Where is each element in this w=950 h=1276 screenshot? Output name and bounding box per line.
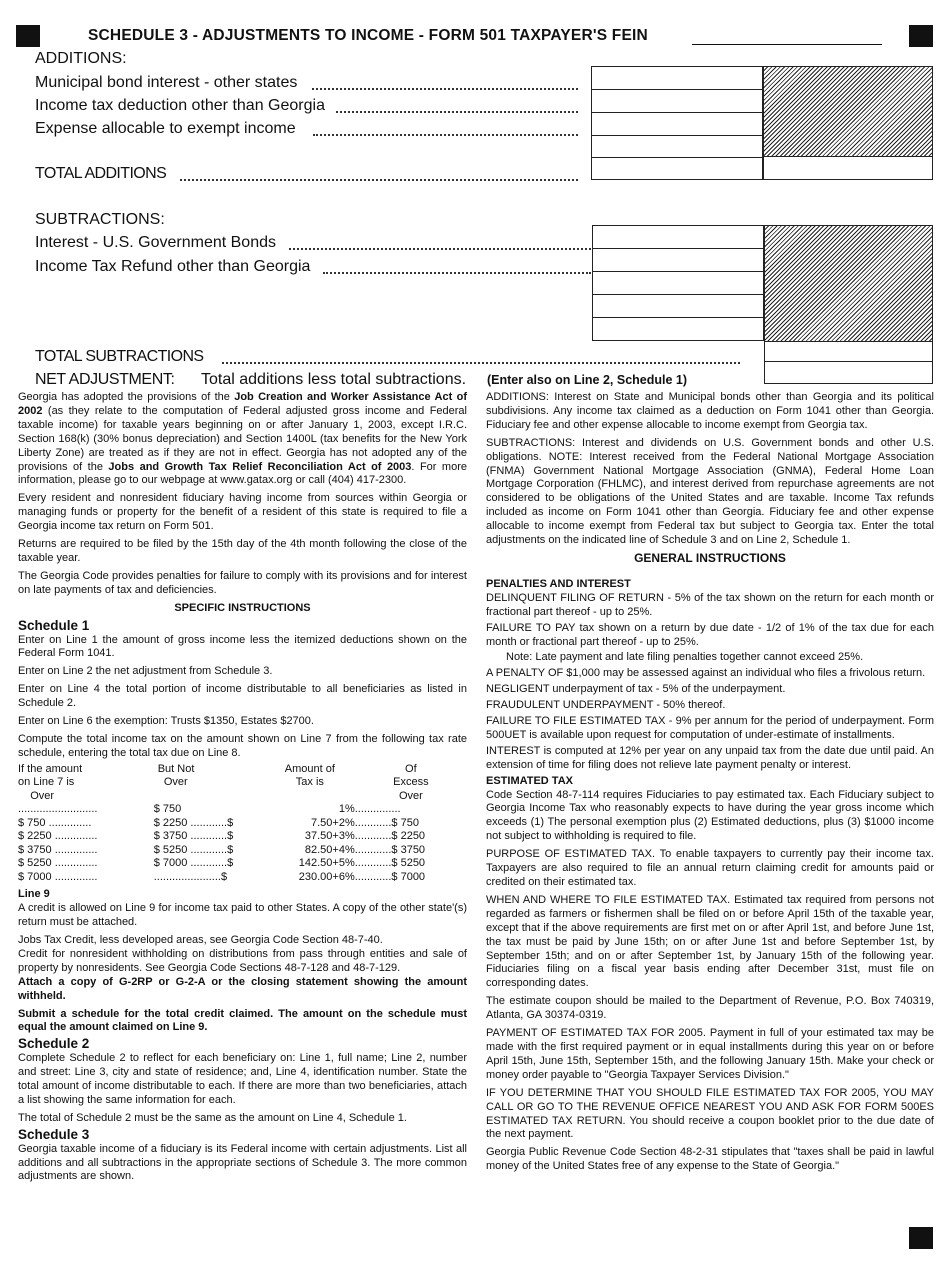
additions-input-4[interactable]: [592, 136, 762, 158]
additions-item-income-tax: Income tax deduction other than Georgia: [35, 97, 325, 114]
additions-heading: ADDITIONS:: [35, 50, 127, 67]
late-penalty-note: Note: Late payment and late filing penalties together cannot exceed 25%.: [506, 651, 864, 664]
line-9-heading: Line 9: [18, 888, 50, 901]
total-subtractions-input[interactable]: [765, 342, 932, 362]
schedule-1-line-1: Enter on Line 1 the amount of gross income less the itemized deductions shown on the Federal Form 1041.: [18, 633, 467, 660]
net-adjustment-note: (Enter also on Line 2, Schedule 1): [487, 373, 688, 387]
general-instructions-heading: GENERAL INSTRUCTIONS: [634, 550, 786, 565]
total-subtractions-box: [764, 341, 933, 384]
form-500es-note: IF YOU DETERMINE THAT YOU SHOULD FILE ESTIMATED TAX FOR 2005, YOU MAY CALL OR GO TO THE REVENUE OFFICE NEAREST YOU AND ASK FOR FORM 500ES ESTIMATED TAX RETURN. You should receive a coupon booklet prior to the due date of the next payment.: [486, 1086, 934, 1141]
leader-dots: [180, 179, 578, 181]
fraudulent-underpayment: FRAUDULENT UNDERPAYMENT - 50% thereof.: [486, 699, 726, 712]
subtractions-item-us-bonds: Interest - U.S. Government Bonds: [35, 234, 276, 251]
subtractions-explanation: SUBTRACTIONS: Interest and dividends on U.S. Government bonds and other U.S. obligations. NOTE: Interest received from the Federal National Mortgage Association (FNMA) Government National Mortgage Association (GNMA), Federal Home Loan Mortgage Corporation (FHLMC), and interest derived from repurchase agreements are not considered to be obligations of the United States and are taxable. Income Tax refunds included as income on Form 1041 other than Georgia. Fiduciary fee and other expense allocable to income exempt from Federal tax but subject to Georgia tax. Enter the total adjustments on the indicated line of Schedule 3 and on Line 2, Schedule 1.: [486, 436, 934, 547]
failure-to-file-estimated: FAILURE TO FILE ESTIMATED TAX - 9% per annum for the period of underpayment. Form 500UET is available upon request for computation of under-estimate of installments.: [486, 715, 934, 741]
leader-dots: [313, 134, 578, 136]
filing-requirement-paragraph: Every resident and nonresident fiduciary having income from sources within Georgia or managing funds or property for the benefit of a resident of this state is required to file a Georgia income tax return on Form 501.: [18, 492, 467, 533]
tax-rate-row: $ 5250 .............. $ 7000 ............$ 142.50+5% ............$ 5250: [18, 857, 426, 870]
registration-mark-bottom-right: [909, 1227, 933, 1249]
purpose-of-estimated-tax: PURPOSE OF ESTIMATED TAX. To enable taxpayers to currently pay their income tax. Taxpayers are also required to file an annual return claiming credit for amounts paid or credited on their estimated tax.: [486, 848, 934, 888]
tax-rate-row: $ 7000 .............. ......................$ 230.00+6% ............$ 7000: [18, 870, 426, 883]
additions-explanation: ADDITIONS: Interest on State and Municipal bonds other than Georgia and its political subdivisions. Any income tax claimed as a deduction on Form 1041 other than Georgia. Fiduciary fee and other expense allocable to income exempt from Georgia tax.: [486, 391, 934, 431]
specific-instructions-heading: SPECIFIC INSTRUCTIONS: [174, 601, 311, 614]
tax-rate-header-row: If the amount on Line 7 is Over But Not Over Amount of Tax is Of Excess Over: [18, 762, 429, 802]
negligent-underpayment: NEGLIGENT underpayment of tax - 5% of the underpayment.: [486, 683, 786, 696]
schedule-3-heading: Schedule 3: [18, 1126, 90, 1142]
total-subtractions-label: TOTAL SUBTRACTIONS: [35, 348, 204, 365]
tax-rate-table: [18, 763, 467, 885]
tax-rate-row: $ 3750 .............. $ 5250 ............$ 82.50+4% ............$ 3750: [18, 843, 426, 856]
line-9-attach-note: Attach a copy of G-2RP or G-2-A or the closing statement showing the amount withheld.: [18, 975, 467, 1002]
schedule-1-line-6: Enter on Line 6 the exemption: Trusts $1350, Estates $2700.: [18, 715, 314, 728]
fein-field[interactable]: [692, 44, 882, 45]
penalties-paragraph: The Georgia Code provides penalties for failure to comply with its provisions and for interest on late payments of tax and deficiencies.: [18, 569, 467, 596]
subtractions-amount-column: [592, 225, 764, 341]
leader-dots: [222, 362, 740, 364]
interest-note: INTEREST is computed at 12% per year on any unpaid tax from the date due until paid. An extension of time for filing does not relieve late payment penalty or interest.: [486, 744, 934, 771]
line-9-credit-other-states: A credit is allowed on Line 9 for income tax paid to other States. A copy of the other state'(s) return must be attached.: [18, 902, 467, 929]
subtractions-input-4[interactable]: [593, 295, 763, 318]
additions-input-3[interactable]: [592, 113, 762, 136]
when-where-to-file: WHEN AND WHERE TO FILE ESTIMATED TAX. Estimated tax required from persons not regarded as farmers or fishermen shall be filed on or before April 15th of the taxable year, except that if the above requirements are first met on or after April 1st, and before June 1st, the tax must be paid by June 15th; on or after June 1st and before September 1st, by September 15th; and on or after September 1st, by January 15th of the following year. Fiduciaries filing on a fiscal year basis ending after December 31st, must file on corresponding dates.: [486, 893, 934, 990]
failure-to-pay: FAILURE TO PAY tax shown on a return by due date - 1/2 of 1% of the tax due for each month or fractional part thereof - up to 25%.: [486, 621, 934, 648]
tax-rate-row: $ 750 .............. $ 2250 ............$ 7.50+2% ............$ 750: [18, 816, 419, 829]
subtractions-item-refund: Income Tax Refund other than Georgia: [35, 258, 311, 275]
delinquent-filing: DELINQUENT FILING OF RETURN - 5% of the tax shown on the return for each month or fractional part thereof - up to 25%.: [486, 591, 934, 618]
right-instructions-column: [486, 391, 934, 1178]
mailing-address: The estimate coupon should be mailed to the Department of Revenue, P.O. Box 740319, Atlanta, GA 30374-0319.: [486, 995, 934, 1022]
schedule-3-instructions: Georgia taxable income of a fiduciary is its Federal income with certain adjustments. List all additions and all subtractions in the appropriate sections of Schedule 3. The more common adjustments are shown.: [18, 1142, 467, 1183]
schedule-2-heading: Schedule 2: [18, 1036, 90, 1052]
subtractions-input-2[interactable]: [593, 249, 763, 272]
line-9-schedule-note: Submit a schedule for the total credit claimed. The amount on the schedule must equal the amount claimed on Line 9.: [18, 1007, 467, 1034]
lawful-money-note: Georgia Public Revenue Code Section 48-2-31 stipulates that "taxes shall be paid in lawful money of the United States free of any expense to the State of Georgia.": [486, 1146, 934, 1173]
schedule-1-line-2: Enter on Line 2 the net adjustment from Schedule 3.: [18, 665, 273, 678]
additions-hatched-area: [763, 66, 933, 157]
leader-dots: [336, 111, 578, 113]
payment-of-estimated-tax: PAYMENT OF ESTIMATED TAX FOR 2005. Payment in full of your estimated tax may be made with the first required payment or in equal installments during this year on or before April 15th, June 15th, September 15th, and the following January 15th. Make your check or money order payable to "Georgia Taxpayer Services Division.": [486, 1027, 934, 1081]
leader-dots: [323, 272, 591, 274]
subtractions-heading: SUBTRACTIONS:: [35, 211, 165, 228]
registration-mark-top-left: [16, 25, 40, 47]
estimated-tax-heading: ESTIMATED TAX: [486, 774, 573, 787]
frivolous-penalty: A PENALTY OF $1,000 may be assessed against an individual who files a frivolous return.: [486, 667, 926, 680]
schedule-1-heading: Schedule 1: [18, 617, 90, 633]
adoption-paragraph: Georgia has adopted the provisions of the Job Creation and Worker Assistance Act of 2002 (as they relate to the computation of Federal adjusted gross income and Federal taxable income) for taxable years beginning on or after January 1, 2003, except I.R.C. Section 168(k) (30% bonus depreciation) and Section 1400L (tax benefits for the New York Liberty Zone) are treated as if they are not in effect. Georgia has not adopted any of the provisions of the Jobs and Growth Tax Relief Reconciliation Act of 2003. For more information, please go to our webpage at www.gatax.org or call (404) 417-2300.: [18, 391, 467, 487]
net-adjustment-desc: Total additions less total subtractions.: [201, 371, 467, 388]
schedule-2-total-note: The total of Schedule 2 must be the same as the amount on Line 4, Schedule 1.: [18, 1111, 407, 1124]
schedule-title: SCHEDULE 3 - ADJUSTMENTS TO INCOME - FORM 501 TAXPAYER'S FEIN: [88, 27, 648, 44]
registration-mark-top-right: [909, 25, 933, 47]
line-9-nonresident-credit: Credit for nonresident withholding on distributions from pass through entities and sale of property by nonresidents. See Georgia Code Sections 48-7-128 and 48-7-129.: [18, 947, 467, 974]
additions-item-municipal-bond: Municipal bond interest - other states: [35, 74, 298, 91]
net-adjustment-label: NET ADJUSTMENT:: [35, 371, 175, 388]
additions-amount-column: [591, 66, 763, 180]
line-9-jobs-credit: Jobs Tax Credit, less developed areas, see Georgia Code Section 48-7-40.: [18, 933, 383, 946]
subtractions-input-1[interactable]: [593, 226, 763, 249]
subtractions-hatched-area: [764, 225, 933, 342]
additions-input-2[interactable]: [592, 90, 762, 113]
schedule-1-line-4: Enter on Line 4 the total portion of income distributable to all beneficiaries as listed in Schedule 2.: [18, 683, 467, 710]
tax-rate-row: .......................... $ 750 1% ...............: [18, 803, 401, 816]
penalties-interest-heading: PENALTIES AND INTEREST: [486, 577, 631, 590]
schedule-1-line-8: Compute the total income tax on the amount shown on Line 7 from the following tax rate schedule, entering the total tax due on Line 8.: [18, 732, 467, 759]
due-date-paragraph: Returns are required to be filed by the 15th day of the 4th month following the close of the taxable year.: [18, 538, 467, 564]
subtractions-input-3[interactable]: [593, 272, 763, 295]
additions-input-1[interactable]: [592, 67, 762, 90]
tax-rate-row: $ 2250 .............. $ 3750 ............$ 37.50+3% ............$ 2250: [18, 830, 426, 843]
total-additions-label: TOTAL ADDITIONS: [35, 165, 167, 182]
estimated-tax-requirement: Code Section 48-7-114 requires Fiduciaries to pay estimated tax. Each Fiduciary subject to Georgia Income Tax who reasonably expects to have during the year gross income which exceeds (1) The personal exemption plus (2) Estimated deductions, plus (3) $1000 income not subject to withholding is required to file.: [486, 788, 934, 843]
net-adjustment-input[interactable]: [765, 362, 932, 383]
schedule-2-instructions: Complete Schedule 2 to reflect for each beneficiary on: Line 1, full name; Line 2, number and street: Line 3, city and state of residence; and, Line 4, identification number. State the total amount of income distributable to each. If there are more than two beneficiaries, attach a list showing the same information for each.: [18, 1052, 467, 1106]
leader-dots: [289, 248, 591, 250]
additions-item-expense: Expense allocable to exempt income: [35, 120, 296, 137]
total-additions-input[interactable]: [763, 156, 933, 180]
left-instructions-column: [18, 391, 467, 1188]
leader-dots: [312, 88, 578, 90]
